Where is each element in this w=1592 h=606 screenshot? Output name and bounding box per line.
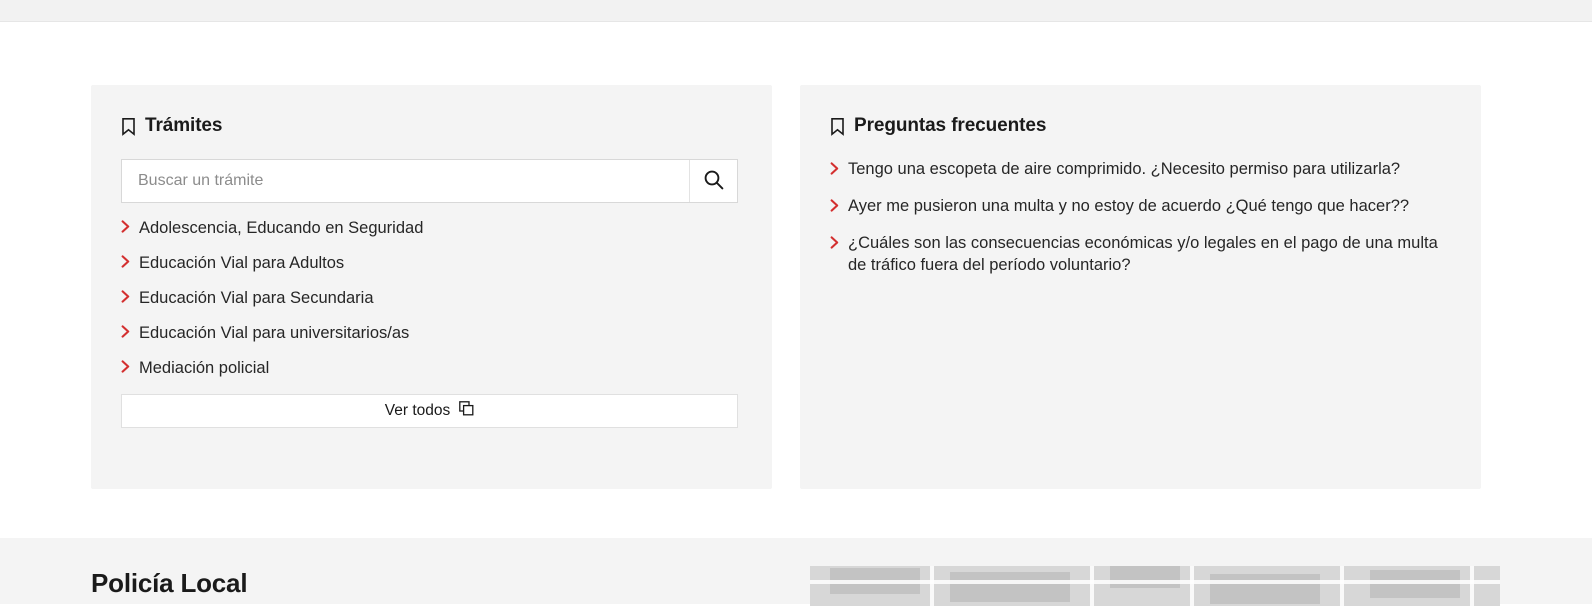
ver-todos-button[interactable] <box>121 394 738 428</box>
faq-title-text: Preguntas frecuentes <box>854 115 1047 136</box>
list-item-label: Tengo una escopeta de aire comprimido. ¿Necesito permiso para utilizarla? <box>848 160 1401 178</box>
faq-title <box>830 115 1451 137</box>
browser-top-strip <box>0 0 1592 22</box>
external-window-icon <box>459 401 474 421</box>
list-item[interactable] <box>121 287 742 309</box>
list-item-label: Mediación policial <box>139 359 270 378</box>
faq-card <box>800 85 1481 489</box>
tramites-title-text: Trámites <box>145 115 223 136</box>
list-item[interactable] <box>121 217 742 239</box>
policia-local-section <box>0 538 1592 604</box>
page-content <box>0 22 1592 598</box>
section-title: Policía Local <box>91 568 248 598</box>
chevron-right-icon <box>121 255 130 273</box>
ver-todos-label: Ver todos <box>384 401 451 419</box>
list-item-label: Educación Vial para Adultos <box>139 254 345 273</box>
faq-list <box>830 159 1451 277</box>
search-button[interactable] <box>689 160 737 202</box>
chevron-right-icon <box>121 325 130 343</box>
chevron-right-icon <box>121 360 130 378</box>
bookmark-icon <box>121 117 136 136</box>
list-item-label: Educación Vial para Secundaria <box>139 289 374 308</box>
cards-row <box>91 85 1501 489</box>
search-icon <box>703 169 724 193</box>
list-item[interactable] <box>830 196 1451 218</box>
tramites-search-row <box>121 159 738 203</box>
search-input[interactable] <box>122 160 689 202</box>
tramites-title <box>121 115 742 137</box>
chevron-right-icon <box>830 162 839 180</box>
tramites-list <box>121 217 742 380</box>
bookmark-icon <box>830 117 845 136</box>
tramites-card <box>91 85 772 489</box>
list-item[interactable] <box>121 322 742 344</box>
list-item[interactable] <box>830 159 1451 181</box>
chevron-right-icon <box>121 290 130 308</box>
chevron-right-icon <box>121 220 130 238</box>
list-item-label: Educación Vial para universitarios/as <box>139 324 410 343</box>
list-item-label: ¿Cuáles son las consecuencias económicas y/o legales en el pago de una multa de tráfico fuera del período voluntario? <box>848 233 1438 274</box>
map-preview[interactable] <box>810 566 1500 606</box>
list-item[interactable] <box>121 252 742 274</box>
list-item[interactable] <box>830 233 1451 277</box>
list-item-label: Adolescencia, Educando en Seguridad <box>139 219 424 237</box>
chevron-right-icon <box>830 199 839 217</box>
list-item[interactable] <box>121 357 742 379</box>
list-item-label: Ayer me pusieron una multa y no estoy de acuerdo ¿Qué tengo que hacer?? <box>848 196 1410 215</box>
chevron-right-icon <box>830 236 839 254</box>
